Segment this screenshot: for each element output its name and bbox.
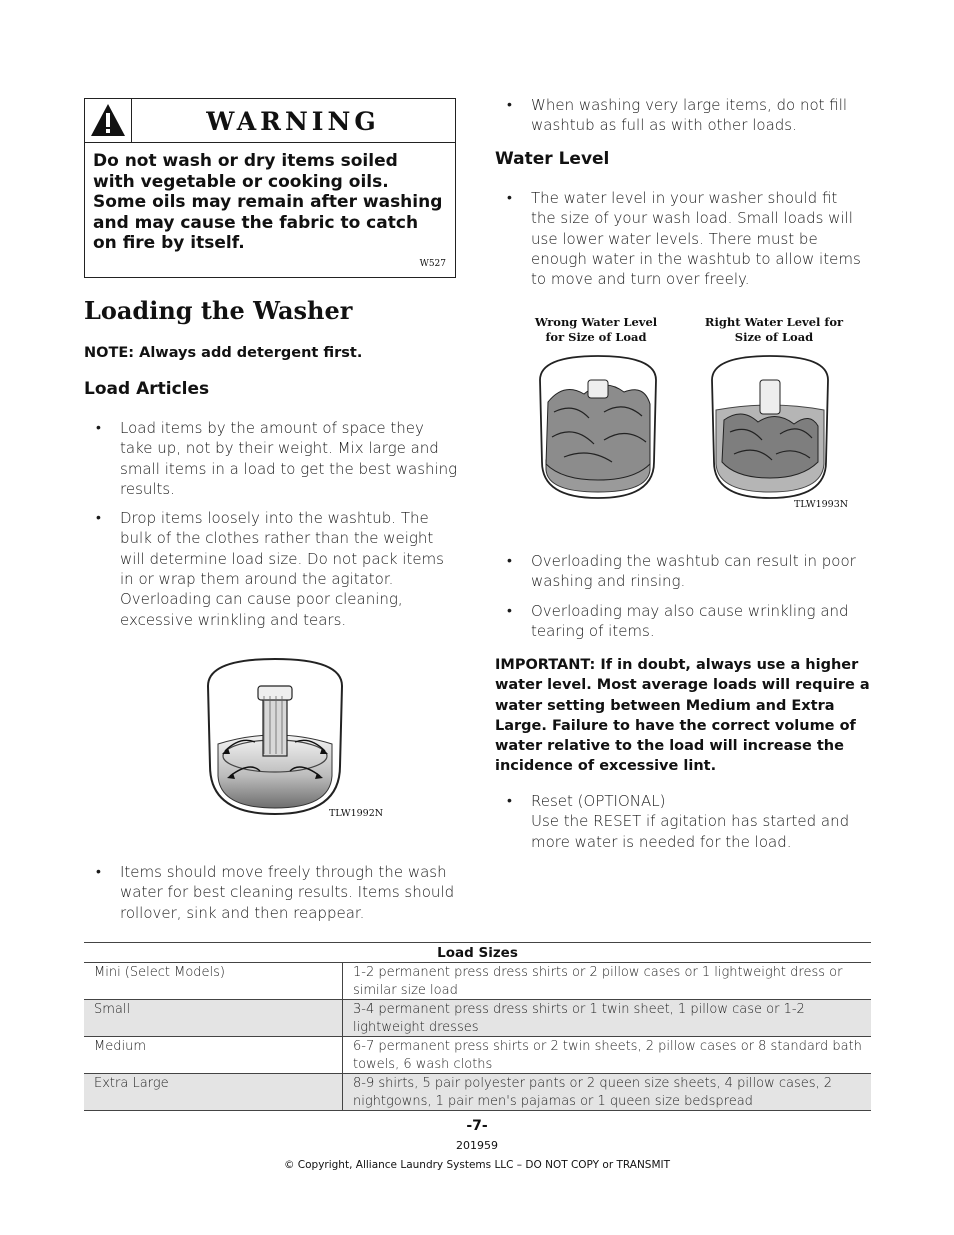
overloading-list	[495, 551, 865, 650]
figure-code-agitator: TLW1992N	[329, 808, 384, 819]
warning-title: WARNING	[206, 107, 380, 136]
load-articles-list	[84, 418, 459, 639]
important-note: IMPORTANT: If in doubt, always use a higher water level. Most average loads will require a water setting between Medium and Extra Large. Failure to have the correct volume of water relative to the load will increase the incidence of excessive lint.	[495, 657, 870, 775]
large-items-list	[495, 95, 865, 145]
warning-box	[84, 98, 456, 278]
agitator-figure	[200, 656, 350, 821]
warning-header	[85, 99, 455, 143]
list-item: • Drop items loosely into the washtub. The bulk of the clothes rather than the weight will determine load size. Do not pack items in or wrap them around the agitator. Overloading can cause poor cleaning, excessive wrinkling and tears.	[84, 508, 459, 630]
warning-text: Do not wash or dry items soiled with vegetable or cooking oils. Some oils may remain after washing and may cause the fabric to catch on fire by itself.	[93, 151, 443, 253]
table-cell-desc: 6-7 permanent press shirts or 2 twin sheets, 2 pillow cases or 8 standard bath towels, 6 wash cloths	[343, 1037, 872, 1074]
load-articles-list-2	[84, 862, 459, 932]
list-item: • The water level in your washer should fit the size of your wash load. Small loads will use lower water levels. There must be enough water in the washtub to allow items to move and turn over freely.	[495, 188, 865, 289]
table-header: Load Sizes	[84, 943, 871, 963]
list-item: • Load items by the amount of space they take up, not by their weight. Mix large and small items in a load to get the best washing results.	[84, 418, 459, 499]
table-cell-size: Small	[84, 1000, 343, 1037]
list-item	[495, 791, 865, 852]
wrong-water-level-figure	[534, 352, 662, 502]
table-cell-desc: 1-2 permanent press dress shirts or 2 pillow cases or 1 lightweight dress or similar size load	[343, 963, 872, 1000]
warning-triangle-icon	[89, 102, 127, 138]
table-row	[84, 1037, 871, 1074]
note-detergent: NOTE: Always add detergent first.	[84, 345, 363, 361]
figure-caption-wrong: Wrong Water Level for Size of Load	[534, 315, 658, 344]
table-cell-desc: 3-4 permanent press dress shirts or 1 twin sheet, 1 pillow case or 1-2 lightweight dresses	[343, 1000, 872, 1037]
right-water-level-figure	[706, 352, 834, 502]
table-cell-desc: 8-9 shirts, 5 pair polyester pants or 2 queen size sheets, 4 pillow cases, 2 nightgowns, 1 pair men's pajamas or 1 queen size bedspread	[343, 1074, 872, 1111]
list-item: • When washing very large items, do not fill washtub as full as with other loads.	[495, 95, 865, 136]
warning-icon-cell	[85, 99, 132, 142]
table-row	[84, 1074, 871, 1111]
figure-code-water: TLW1993N	[794, 499, 849, 510]
reset-title: Reset (OPTIONAL)	[531, 792, 666, 810]
section-title: Loading the Washer	[84, 296, 353, 325]
table-cell-size: Medium	[84, 1037, 343, 1074]
reset-list	[495, 791, 865, 861]
table-cell-size: Mini (Select Models)	[84, 963, 343, 1000]
water-level-list	[495, 188, 865, 298]
table-cell-size: Extra Large	[84, 1074, 343, 1111]
table-row	[84, 1000, 871, 1037]
load-sizes-table	[84, 942, 871, 1111]
table-row	[84, 963, 871, 1000]
list-item: • Overloading the washtub can result in poor washing and rinsing.	[495, 551, 865, 592]
warning-code: W527	[419, 259, 446, 269]
doc-number: 201959	[456, 1139, 498, 1152]
list-item: • Overloading may also cause wrinkling and tearing of items.	[495, 601, 865, 642]
reset-text: Use the RESET if agitation has started and more water is needed for the load.	[531, 812, 850, 851]
water-level-heading: Water Level	[495, 149, 610, 169]
copyright: © Copyright, Alliance Laundry Systems LLC – DO NOT COPY or TRANSMIT	[283, 1159, 671, 1171]
figure-caption-right: Right Water Level for Size of Load	[704, 315, 844, 344]
list-item: • Items should move freely through the wash water for best cleaning results. Items should rollover, sink and then reappear.	[84, 862, 459, 923]
page-number: -7-	[466, 1118, 488, 1134]
load-articles-heading: Load Articles	[84, 379, 210, 399]
